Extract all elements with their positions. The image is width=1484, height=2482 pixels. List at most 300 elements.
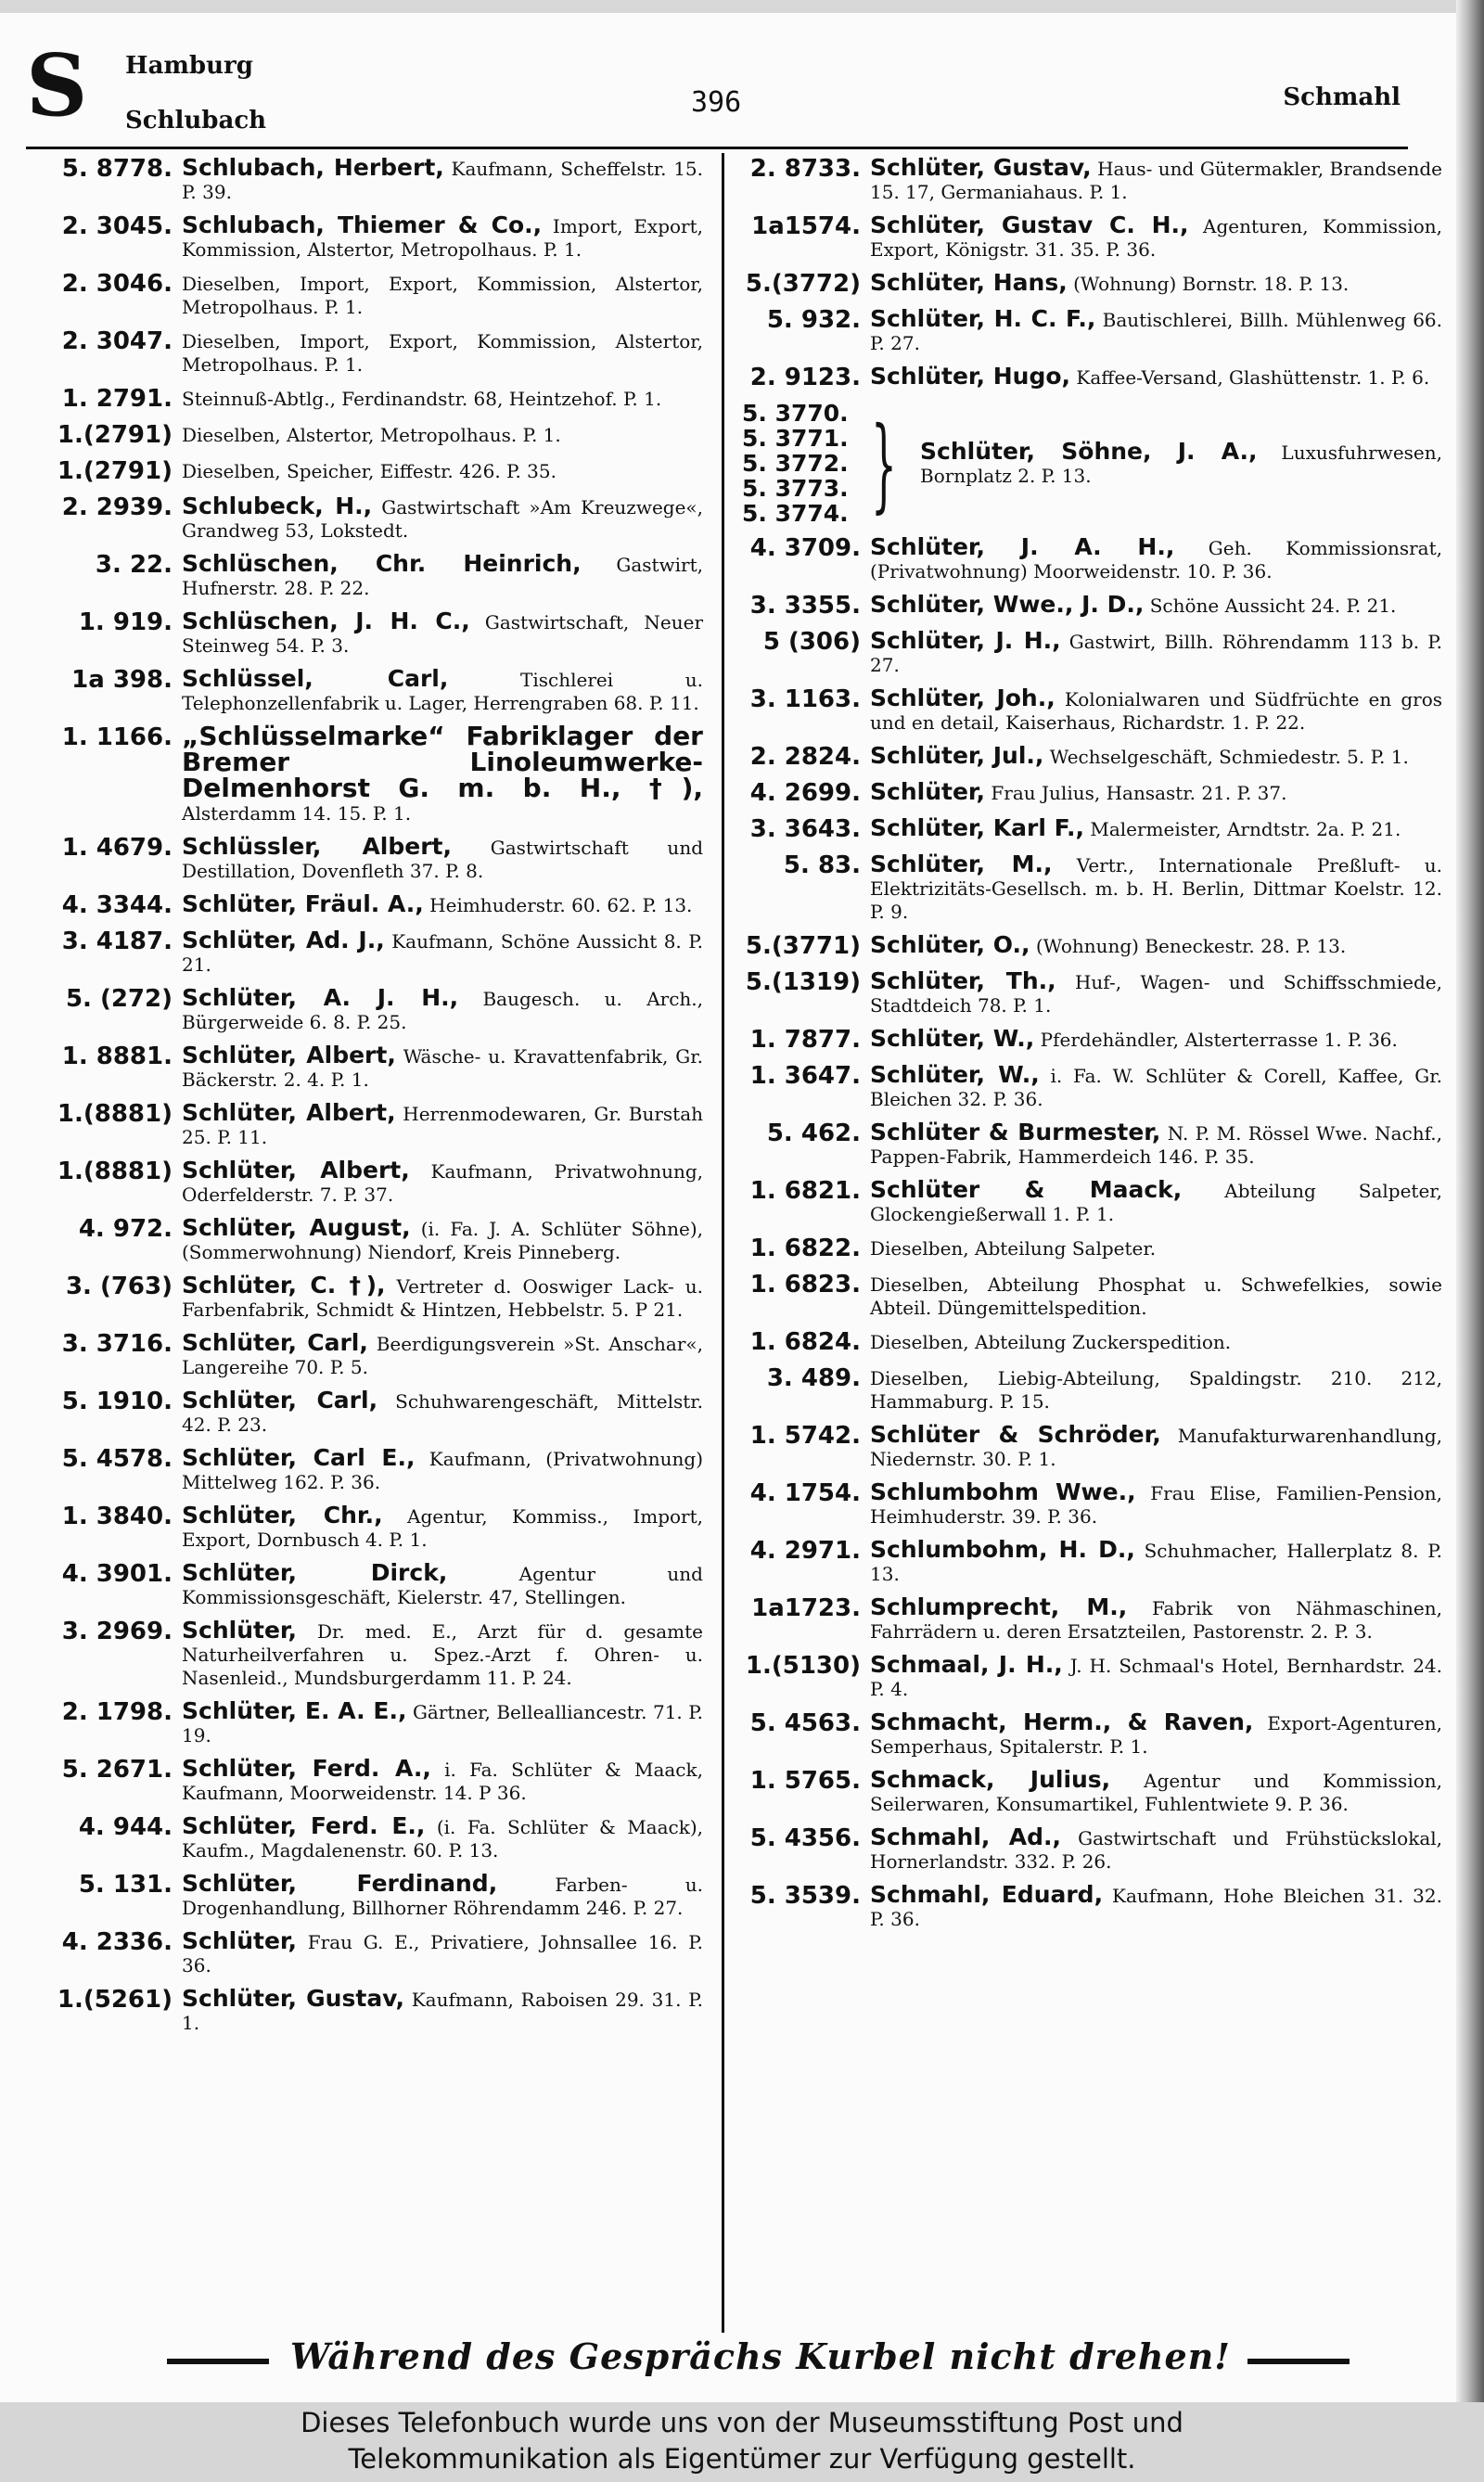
entry-name: Schlubeck, H.,: [182, 493, 373, 519]
entry-body: [870, 744, 1442, 771]
entry-name: Schlüter, Ferd. E.,: [182, 1812, 426, 1839]
entry-body: [870, 1329, 1442, 1356]
entry-body: [182, 1561, 703, 1609]
directory-entry: [26, 156, 703, 204]
entry-text: Export-Agenturen, Semperhaus, Spitalerstr. P. 1.: [870, 1712, 1442, 1758]
entry-body: [182, 1043, 703, 1092]
entry-number: 1. 6823.: [749, 1271, 861, 1299]
entry-text: Gastwirtschaft »Am Kreuzwege«, Grandweg 53, Lokstedt.: [182, 496, 704, 542]
entry-number: 5. 83.: [783, 851, 861, 879]
entry-text: Baugesch. u. Arch., Bürgerweide 6. 8. P. 25.: [182, 988, 703, 1033]
entry-number: 2. 1798.: [61, 1698, 173, 1726]
directory-entry: [26, 1446, 703, 1494]
entry-number: 5.(1319): [745, 968, 861, 996]
entry-body: [182, 1618, 703, 1690]
directory-entry: [26, 928, 703, 977]
entry-body: [182, 328, 703, 377]
entry-name: Schlüter, Gustav,: [182, 1985, 404, 2012]
directory-entry: [26, 386, 703, 413]
directory-entry: [742, 969, 1442, 1017]
entry-text: Luxusfuhrwesen, Bornplatz 2. P. 13.: [920, 441, 1443, 487]
entry-text: Tischlerei u. Telephonzellenfabrik u. Lager, Herrengraben 68. P. 11.: [182, 669, 703, 714]
directory-entry: [742, 933, 1442, 960]
entry-text: Schuhmacher, Hallerplatz 8. P. 13.: [870, 1540, 1443, 1585]
entry-body: [182, 271, 703, 319]
right-column-top: [742, 156, 1442, 391]
entry-body: [182, 458, 703, 485]
entry-name: Schlüschen, J. H. C.,: [182, 608, 470, 634]
right-column-bottom: [742, 535, 1442, 1931]
directory-entry: [26, 1503, 703, 1552]
entry-number: 5. 1910.: [61, 1388, 173, 1415]
header-city: Hamburg: [125, 52, 253, 80]
entry-body: [182, 213, 703, 262]
entry-text: Geh. Kommissionsrat, (Privatwohnung) Moorweidenstr. 10. P. 36.: [870, 537, 1443, 582]
entry-number: 1. 6822.: [749, 1235, 861, 1262]
entry-text: Agentur, Kommiss., Import, Export, Dornbusch 4. P. 1.: [182, 1505, 704, 1551]
page-number: 396: [691, 86, 742, 119]
entry-text: Steinnuß-Abtlg., Ferdinandstr. 68, Heintzehof. P. 1.: [182, 388, 662, 410]
entry-body: [870, 1063, 1442, 1111]
entry-text: Wäsche- u. Kravattenfabrik, Gr. Bäckerstr. 2. 4. P. 1.: [182, 1045, 703, 1091]
directory-entry: [742, 593, 1442, 620]
entry-name: Schmahl, Ad.,: [870, 1823, 1062, 1850]
entry-text: Dr. med. E., Arzt für d. gesamte Naturheilverfahren u. Spez.-Arzt f. Ohren- u. Nasenleid., Mundsburgerdamm 11. P. 24.: [182, 1620, 703, 1689]
entry-text: Haus- und Gütermakler, Brandsende 15. 17, Germaniahaus. P. 1.: [870, 158, 1442, 203]
entry-name: Schlüter, Ad. J.,: [182, 927, 385, 953]
entry-name: Schlüter, Th.,: [870, 967, 1056, 994]
entry-name: Schmaal, J. H.,: [870, 1651, 1063, 1678]
entry-body: [870, 1027, 1442, 1054]
entry-number: 5.(3772): [745, 270, 861, 298]
entry-name: Schlüter,: [870, 778, 986, 805]
directory-entry: [26, 1929, 703, 1977]
directory-entry: [742, 1178, 1442, 1226]
directory-entry: [26, 835, 703, 883]
directory-entry: [26, 422, 703, 449]
directory-entry: [742, 1595, 1442, 1644]
brace-symbol: }: [871, 403, 897, 523]
entry-text: (i. Fa. J. A. Schlüter Söhne), (Sommerwohnung) Niendorf, Kreis Pinneberg.: [182, 1218, 704, 1263]
directory-entry: [26, 1699, 703, 1747]
entry-number: 5. 932.: [766, 306, 861, 334]
directory-entry: [742, 1710, 1442, 1759]
entry-number: 5. 4356.: [749, 1824, 861, 1852]
entry-text: Dieselben, Abteilung Phosphat u. Schwefelkies, sowie Abteil. Düngemittelspedition.: [870, 1273, 1442, 1319]
entry-text: Gastwirt, Hufnerstr. 28. P. 22.: [182, 554, 704, 599]
bottom-rule-right: [1247, 2359, 1350, 2364]
entry-body: [920, 437, 1443, 488]
directory-entry: [742, 1423, 1442, 1471]
entry-number: 1. 2791.: [61, 385, 173, 413]
entry-text: Import, Export, Kommission, Alstertor, Metropolhaus. P. 1.: [182, 215, 704, 261]
entry-body: [870, 593, 1442, 620]
entry-body: [182, 1757, 703, 1805]
entry-number: 5. 8778.: [61, 155, 173, 183]
entry-body: [870, 271, 1442, 298]
page-right-edge: [1456, 0, 1484, 2402]
entry-number: 3. 489.: [766, 1364, 861, 1392]
entry-body: [182, 494, 703, 543]
entry-name: Schlüter, M.,: [870, 851, 1053, 877]
entry-text: Dieselben, Import, Export, Kommission, Alstertor, Metropolhaus. P. 1.: [182, 330, 703, 376]
entry-name: Schlumbohm, H. D.,: [870, 1536, 1135, 1563]
entry-number: 2. 9123.: [749, 364, 861, 391]
entry-name: Schlüter, W.,: [870, 1061, 1040, 1088]
directory-entry: [742, 816, 1442, 843]
entry-text: Kaffee-Versand, Glashüttenstr. 1. P. 6.: [1076, 366, 1430, 389]
entry-body: [870, 1272, 1442, 1320]
entry-body: [870, 780, 1442, 807]
entry-text: J. H. Schmaal's Hotel, Bernhardstr. 24. P. 4.: [870, 1655, 1443, 1700]
entry-text: Kaufmann, (Privatwohnung) Mittelweg 162. P. 36.: [182, 1448, 704, 1493]
entry-name: Schlüter, Albert,: [182, 1157, 410, 1183]
entry-number: 5. 4578.: [61, 1445, 173, 1473]
directory-entry: [26, 1273, 703, 1322]
entry-number: 4. 2971.: [749, 1537, 861, 1565]
entry-name: Schlüter, Ferd. A.,: [182, 1755, 431, 1782]
entry-text: Gastwirtschaft, Neuer Steinweg 54. P. 3.: [182, 611, 703, 657]
directory-entry: [742, 1329, 1442, 1356]
entry-number: 4. 3901.: [61, 1560, 173, 1588]
entry-text: Frau Elise, Familien-Pension, Heimhuderstr. 39. P. 36.: [870, 1482, 1442, 1528]
entry-number: 5 (306): [762, 628, 861, 656]
column-divider: [722, 153, 724, 2333]
entry-body: [182, 835, 703, 883]
entry-number: 3. 1163.: [749, 685, 861, 713]
directory-entry: [742, 1538, 1442, 1586]
entry-name: Schlüssel, Carl,: [182, 665, 449, 692]
entry-number: 5. 4563.: [749, 1709, 861, 1737]
entry-name: Schlüter & Schröder,: [870, 1421, 1161, 1448]
entry-name: Schlumbohm Wwe.,: [870, 1478, 1136, 1505]
page-top-edge: [0, 0, 1484, 13]
entry-body: [870, 933, 1442, 960]
entry-body: [870, 852, 1442, 924]
entry-text: i. Fa. W. Schlüter & Corell, Kaffee, Gr. Bleichen 32. P. 36.: [870, 1065, 1442, 1110]
entry-name: Schlüter, Joh.,: [870, 684, 1055, 711]
entry-number: 2. 2824.: [749, 743, 861, 771]
left-column: [26, 156, 703, 2044]
entry-name: Schlüter, Carl,: [182, 1387, 378, 1414]
entry-number: 4. 1754.: [749, 1479, 861, 1507]
directory-entry: [742, 1027, 1442, 1054]
entry-body: [182, 1331, 703, 1379]
entry-body: [182, 1158, 703, 1207]
entry-text: Fabrik von Nähmaschinen, Fahrrädern u. deren Ersatzteilen, Pastorenstr. 2. P. 3.: [870, 1597, 1442, 1643]
directory-entry: [26, 552, 703, 600]
entry-text: Kaufmann, Hohe Bleichen 31. 32. P. 36.: [870, 1885, 1442, 1930]
entry-number: 1. 919.: [78, 608, 173, 636]
entry-text: Agenturen, Kommission, Export, Königstr. 31. 35. P. 36.: [870, 215, 1442, 261]
entry-name: „Schlüsselmarke“ Fabriklager der Bremer Linoleumwerke-Delmenhorst G. m. b. H., †),: [182, 721, 703, 803]
entry-name: Schlüter, Dirck,: [182, 1559, 448, 1586]
entry-body: [870, 1825, 1442, 1874]
entry-number: 3. 3355.: [749, 592, 861, 620]
entry-body: [182, 1503, 703, 1552]
entry-name: Schlüter, Söhne, J. A.,: [920, 437, 1258, 465]
brace-entry: [742, 401, 1442, 526]
directory-entry: [26, 1872, 703, 1920]
entry-number: 1. 3840.: [61, 1503, 173, 1530]
entry-number: 2. 2939.: [61, 493, 173, 521]
entry-text: i. Fa. Schlüter & Maack, Kaufmann, Moorweidenstr. 14. P 36.: [182, 1759, 703, 1804]
entry-body: [182, 928, 703, 977]
entry-number: 1. 5742.: [749, 1422, 861, 1450]
entry-number: 4. 3344.: [61, 891, 173, 919]
entry-text: Wechselgeschäft, Schmiedestr. 5. P. 1.: [1049, 746, 1409, 768]
footer-line-1: Dieses Telefonbuch wurde uns von der Museumsstiftung Post und: [301, 2407, 1183, 2438]
entry-body: [182, 1872, 703, 1920]
entry-text: Dieselben, Import, Export, Kommission, Alstertor, Metropolhaus. P. 1.: [182, 273, 703, 318]
entry-body: [182, 422, 703, 449]
entry-text: Farben- u. Drogenhandlung, Billhorner Röhrendamm 246. P. 27.: [182, 1874, 703, 1919]
directory-entry: [742, 535, 1442, 583]
entry-text: Schöne Aussicht 24. P. 21.: [1149, 595, 1397, 617]
directory-entry: [26, 667, 703, 715]
entry-name: Schlüter, Jul.,: [870, 742, 1044, 769]
directory-entry: [26, 1757, 703, 1805]
entry-body: [870, 1538, 1442, 1586]
entry-number: 5. 3773.: [742, 475, 849, 502]
entry-body: [870, 156, 1442, 204]
directory-entry: [742, 1480, 1442, 1529]
directory-entry: [742, 744, 1442, 771]
entry-text: Manufakturwarenhandlung, Niedernstr. 30. P. 1.: [870, 1425, 1442, 1470]
entry-body: [870, 1595, 1442, 1644]
entry-number: 1. 7877.: [749, 1026, 861, 1054]
entry-number: 1. 8881.: [61, 1043, 173, 1070]
directory-entry: [26, 892, 703, 919]
entry-number: 1. 1166.: [61, 723, 173, 751]
entry-name: Schlüter, Albert,: [182, 1042, 396, 1068]
entry-body: [870, 1480, 1442, 1529]
directory-entry: [742, 1653, 1442, 1701]
entry-text: Frau Julius, Hansastr. 21. P. 37.: [991, 782, 1287, 804]
directory-entry: [742, 1768, 1442, 1816]
entry-number: 5. 3774.: [742, 500, 849, 527]
directory-entry: [26, 1561, 703, 1609]
directory-entry: [742, 686, 1442, 735]
directory-entry: [26, 986, 703, 1034]
entry-text: (Wohnung) Bornstr. 18. P. 13.: [1073, 273, 1350, 295]
directory-entry: [742, 780, 1442, 807]
entry-text: Gastwirtschaft und Frühstückslokal, Hornerlandstr. 332. P. 26.: [870, 1827, 1442, 1873]
entry-number: 3. 22.: [95, 551, 173, 579]
entry-name: Schlüter,: [182, 1927, 298, 1954]
entry-body: [182, 986, 703, 1034]
directory-entry: [742, 365, 1442, 391]
directory-entry: [742, 307, 1442, 355]
entry-name: Schlumprecht, M.,: [870, 1593, 1128, 1620]
entry-body: [182, 1388, 703, 1437]
entry-name: Schlüter, August,: [182, 1214, 411, 1241]
directory-entry: [742, 1120, 1442, 1169]
entry-text: Huf-, Wagen- und Schiffsschmiede, Stadtdeich 78. P. 1.: [870, 971, 1442, 1017]
entry-text: Dieselben, Alstertor, Metropolhaus. P. 1.: [182, 424, 561, 446]
entry-name: Schmack, Julius,: [870, 1766, 1111, 1793]
entry-text: Kaufmann, Privatwohnung, Oderfelderstr. 7. P. 37.: [182, 1160, 703, 1206]
brace-numbers: [742, 401, 851, 526]
directory-entry: [26, 721, 703, 825]
entry-body: [182, 1814, 703, 1862]
header-rule: [26, 147, 1408, 149]
entry-number: 2. 3047.: [61, 327, 173, 355]
entry-name: Schlüter & Burmester,: [870, 1119, 1161, 1145]
entry-body: [182, 156, 703, 204]
entry-number: 4. 972.: [78, 1215, 173, 1243]
entry-name: Schlüter, Fräul. A.,: [182, 890, 424, 917]
entry-number: 4. 3709.: [749, 534, 861, 562]
entry-name: Schlüter, Chr.,: [182, 1502, 383, 1529]
entry-body: [182, 721, 703, 825]
entry-name: Schlüter, Gustav,: [870, 154, 1092, 181]
entry-text: Dieselben, Liebig-Abteilung, Spaldingstr. 210. 212, Hammaburg. P. 15.: [870, 1367, 1442, 1413]
entry-name: Schlüter, O.,: [870, 931, 1030, 958]
directory-entry: [26, 271, 703, 319]
entry-number: 1.(2791): [57, 457, 173, 485]
section-letter: S: [26, 35, 88, 135]
directory-entry: [742, 852, 1442, 924]
entry-body: [870, 629, 1442, 677]
entry-body: [870, 1883, 1442, 1931]
entry-body: [870, 213, 1442, 262]
entry-name: Schlüter, Albert,: [182, 1099, 396, 1126]
directory-entry: [742, 1365, 1442, 1414]
entry-text: Herrenmodewaren, Gr. Burstah 25. P. 11.: [182, 1103, 703, 1148]
entry-name: Schlüter, Ferdinand,: [182, 1870, 498, 1897]
entry-body: [182, 1101, 703, 1149]
directory-entry: [742, 1235, 1442, 1262]
entry-text: Kaufmann, Schöne Aussicht 8. P. 21.: [182, 930, 704, 976]
directory-entry: [742, 629, 1442, 677]
entry-body: [182, 667, 703, 715]
directory-entry: [742, 1272, 1442, 1320]
entry-name: Schlüter, H. C. F.,: [870, 305, 1096, 332]
entry-number: 5. 3772.: [742, 450, 849, 477]
entry-number: 1. 6821.: [749, 1177, 861, 1205]
entry-number: 1.(8881): [57, 1158, 173, 1185]
header-first-name: Schlubach: [125, 107, 267, 134]
entry-number: 5. 3770.: [742, 400, 849, 427]
directory-entry: [742, 1063, 1442, 1111]
entry-number: 2. 3045.: [61, 212, 173, 240]
entry-body: [870, 535, 1442, 583]
bottom-rule-left: [167, 2359, 269, 2364]
directory-entry: [26, 1331, 703, 1379]
directory-entry: [26, 1216, 703, 1264]
directory-entry: [26, 1814, 703, 1862]
entry-number: 5.(3771): [745, 932, 861, 960]
bottom-note: Während des Gesprächs Kurbel nicht drehen!: [290, 2335, 1231, 2377]
entry-number: 4. 944.: [78, 1813, 173, 1841]
entry-number: 5. 462.: [766, 1119, 861, 1147]
right-column: [742, 156, 1442, 1940]
entry-text: Kolonialwaren und Südfrüchte en gros und en detail, Kaiserhaus, Richardstr. 1. P. 22.: [870, 688, 1442, 734]
entry-body: [182, 609, 703, 658]
directory-entry: [26, 1618, 703, 1690]
entry-number: 3. 4187.: [61, 928, 173, 955]
entry-body: [870, 969, 1442, 1017]
entry-number: 5. 3539.: [749, 1882, 861, 1910]
entry-number: 1. 5765.: [749, 1767, 861, 1795]
directory-entry: [26, 1158, 703, 1207]
entry-number: 4. 2699.: [749, 779, 861, 807]
entry-body: [182, 1216, 703, 1264]
entry-name: Schlüter, Gustav C. H.,: [870, 211, 1189, 238]
entry-text: Agentur und Kommissionsgeschäft, Kielerstr. 47, Stellingen.: [182, 1563, 703, 1608]
entry-body: [182, 892, 703, 919]
directory-entry: [26, 328, 703, 377]
directory-entry: [26, 1043, 703, 1092]
entry-name: Schlüter, Wwe., J. D.,: [870, 591, 1145, 618]
entry-name: Schlüter, E. A. E.,: [182, 1697, 407, 1724]
directory-entry: [26, 609, 703, 658]
entry-body: [870, 1178, 1442, 1226]
directory-entry: [26, 494, 703, 543]
entry-text: Schuhwarengeschäft, Mittelstr. 42. P. 23.: [182, 1390, 703, 1436]
entry-body: [870, 307, 1442, 355]
entry-name: Schlüter, J. H.,: [870, 627, 1061, 654]
entry-number: 3. 2969.: [61, 1618, 173, 1645]
entry-body: [870, 1423, 1442, 1471]
entry-text: N. P. M. Rössel Wwe. Nachf., Pappen-Fabrik, Hammerdeich 146. P. 35.: [870, 1122, 1443, 1168]
entry-text: (Wohnung) Beneckestr. 28. P. 13.: [1035, 935, 1347, 957]
entry-number: 5. 2671.: [61, 1756, 173, 1784]
entry-body: [870, 1120, 1442, 1169]
entry-text: Gastwirt, Billh. Röhrendamm 113 b. P. 27.: [870, 631, 1442, 676]
entry-text: Kaufmann, Raboisen 29. 31. P. 1.: [182, 1989, 704, 2034]
entry-name: Schlubach, Herbert,: [182, 154, 444, 181]
directory-entry: [742, 1825, 1442, 1874]
entry-body: [182, 1987, 703, 2035]
entry-number: 3. 3716.: [61, 1330, 173, 1358]
entry-number: 3. 3643.: [749, 815, 861, 843]
directory-entry: [742, 156, 1442, 204]
entry-body: [870, 1235, 1442, 1262]
entry-name: Schmahl, Eduard,: [870, 1881, 1104, 1908]
entry-number: 3. (763): [65, 1273, 173, 1300]
entry-text: Dieselben, Abteilung Zuckerspedition.: [870, 1331, 1232, 1353]
entry-body: [870, 365, 1442, 391]
entry-body: [182, 1699, 703, 1747]
entry-name: Schlüter, W.,: [870, 1025, 1035, 1052]
entry-number: 1a 398.: [71, 666, 173, 694]
entry-number: 1.(5130): [745, 1652, 861, 1680]
directory-entry: [26, 1101, 703, 1149]
entry-name: Schlüter, Carl,: [182, 1329, 368, 1356]
entry-name: Schlüter, C. †),: [182, 1272, 386, 1299]
entry-text: Malermeister, Arndtstr. 2a. P. 21.: [1090, 818, 1401, 840]
entry-number: 1. 6824.: [749, 1328, 861, 1356]
entry-number: 1a1723.: [751, 1594, 861, 1622]
entry-text: Pferdehändler, Alsterterrasse 1. P. 36.: [1040, 1029, 1398, 1051]
entry-body: [182, 552, 703, 600]
directory-entry: [26, 458, 703, 485]
entry-body: [870, 1653, 1442, 1701]
entry-text: Frau G. E., Privatiere, Johnsallee 16. P. 36.: [182, 1931, 704, 1977]
entry-number: 1.(8881): [57, 1100, 173, 1128]
entry-number: 5. 131.: [78, 1871, 173, 1899]
entry-body: [182, 1446, 703, 1494]
entry-number: 1. 4679.: [61, 834, 173, 862]
entry-name: Schlüter, Hugo,: [870, 363, 1071, 390]
entry-body: [870, 816, 1442, 843]
entry-name: Schlüssler, Albert,: [182, 833, 453, 860]
entry-name: Schlüter, Carl E.,: [182, 1444, 416, 1471]
entry-body: [870, 1365, 1442, 1414]
entry-text: Heimhuderstr. 60. 62. P. 13.: [429, 894, 693, 916]
